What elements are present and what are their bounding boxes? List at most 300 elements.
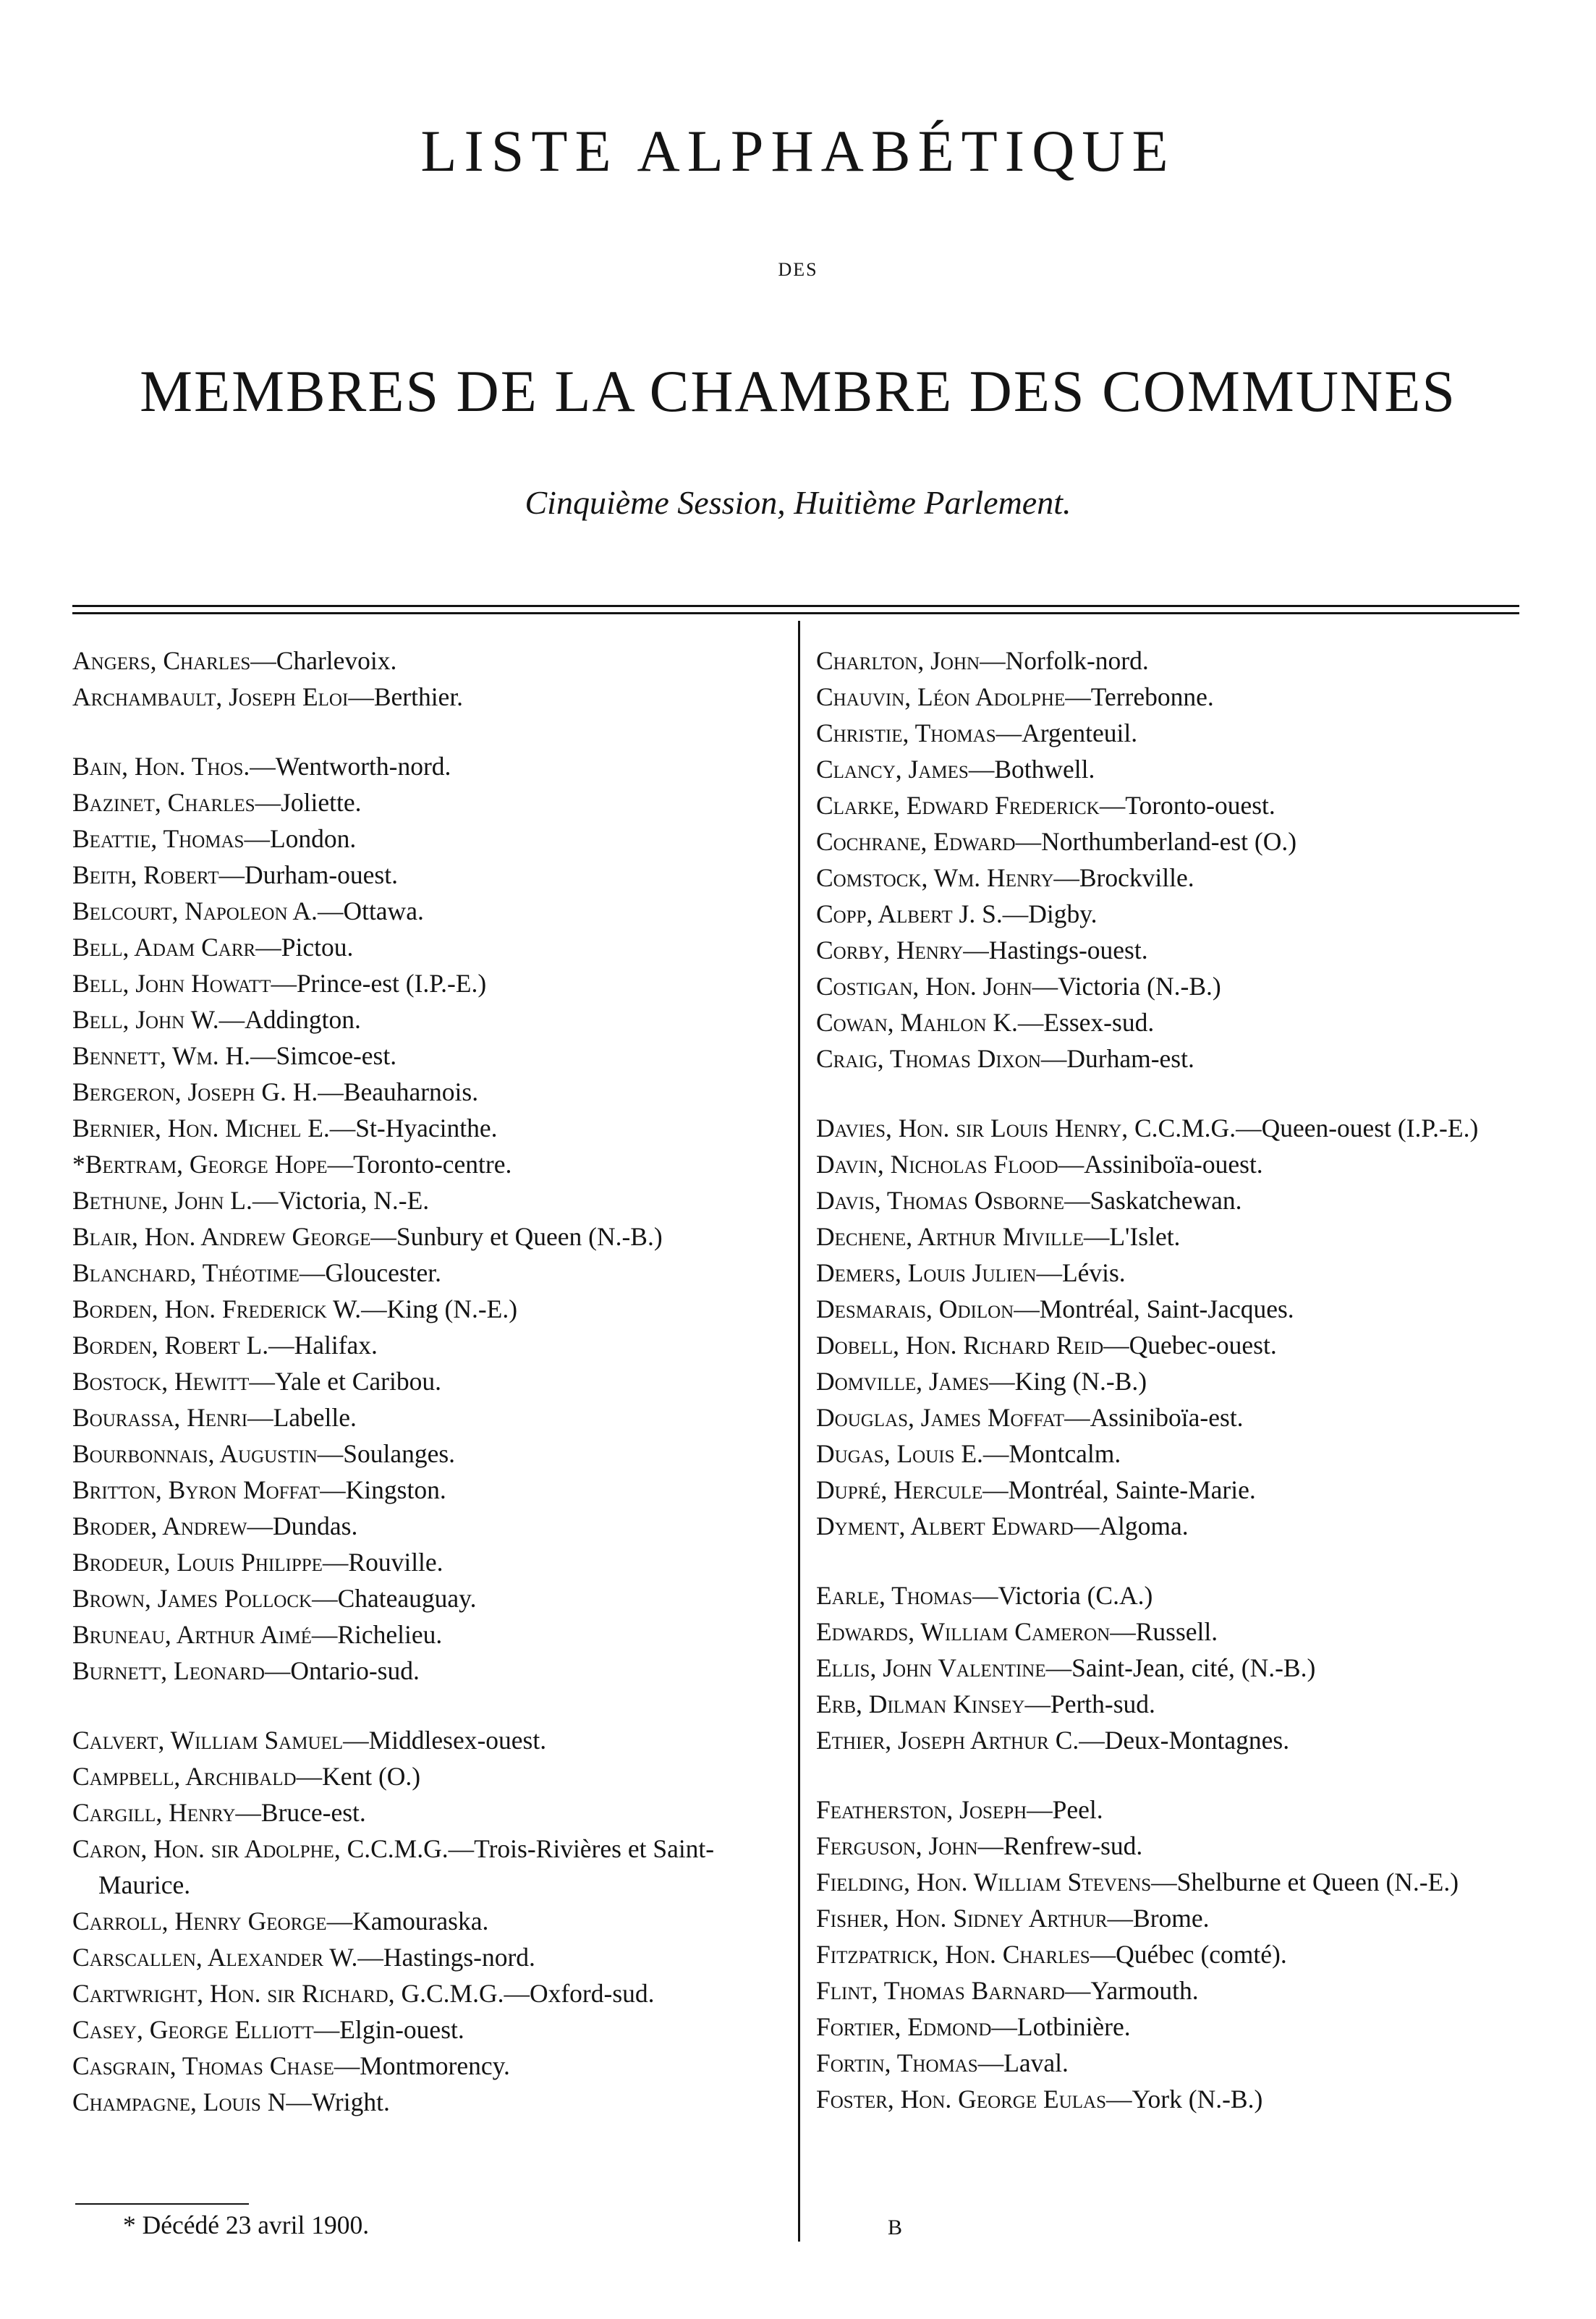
member-name: Dupré, Hercule — [816, 1475, 983, 1504]
member-entry — [816, 1864, 1532, 1900]
letter-group-gap — [816, 1758, 1532, 1792]
member-riding: Montcalm. — [1009, 1439, 1121, 1468]
member-name: Cartwright, Hon. sir Richard, G.C.M.G. — [72, 1979, 504, 2008]
separator-dash: — — [334, 2051, 360, 2080]
member-entry — [816, 1110, 1532, 1146]
member-riding: Victoria (C.A.) — [998, 1581, 1153, 1610]
separator-dash: — — [250, 752, 276, 781]
member-riding: Oxford-sud. — [529, 1979, 655, 2008]
member-riding: Ontario-sud. — [290, 1656, 420, 1685]
separator-dash: — — [1064, 1403, 1090, 1432]
member-name: Featherston, Joseph — [816, 1795, 1027, 1824]
member-riding: Assiniboïa-est. — [1090, 1403, 1244, 1432]
member-entry — [72, 1399, 789, 1436]
member-entry — [816, 2081, 1532, 2117]
member-name: Davies, Hon. sir Louis Henry, C.C.M.G. — [816, 1114, 1236, 1142]
member-name: Comstock, Wm. Henry — [816, 863, 1054, 892]
separator-dash: — — [247, 1512, 273, 1540]
member-riding: Soulanges. — [343, 1439, 456, 1468]
member-entry — [816, 1040, 1532, 1077]
member-entry — [816, 1436, 1532, 1472]
separator-dash: — — [982, 1439, 1009, 1468]
member-name: Champagne, Louis N — [72, 2087, 286, 2116]
member-name: Borden, Hon. Frederick W. — [72, 1294, 362, 1323]
separator-dash: — — [326, 1907, 353, 1936]
separator-dash: — — [1083, 1222, 1110, 1251]
member-entry — [72, 1146, 789, 1182]
member-riding: Toronto-centre. — [353, 1150, 512, 1179]
letter-group-gap — [816, 1077, 1532, 1110]
member-riding: Bruce-est. — [260, 1798, 366, 1827]
separator-dash: — — [317, 1439, 344, 1468]
member-name: Beith, Robert — [72, 860, 219, 889]
member-riding: Yarmouth. — [1090, 1976, 1199, 2005]
member-entry — [816, 896, 1532, 932]
member-riding: Trois-Rivières et Saint-Maurice. — [98, 1834, 715, 1899]
footnote: * Décédé 23 avril 1900. — [123, 2210, 370, 2239]
member-entry — [816, 932, 1532, 968]
letter-group-gap — [72, 715, 789, 748]
separator-dash: — — [1036, 1258, 1062, 1287]
member-entry — [816, 1900, 1532, 1936]
member-name: Bostock, Hewitt — [72, 1367, 250, 1396]
member-riding: Berthier. — [373, 682, 464, 711]
separator-dash: — — [1064, 1186, 1090, 1215]
title-line-2: MEMBRES DE LA CHAMBRE DES COMMUNES — [140, 358, 1456, 424]
member-name: Cargill, Henry — [72, 1798, 236, 1827]
separator-dash: — — [249, 1367, 275, 1396]
member-name: Ferguson, John — [816, 1831, 978, 1860]
member-riding: Bothwell. — [994, 755, 1095, 784]
separator-dash: — — [977, 1831, 1004, 1860]
member-entry — [72, 1544, 789, 1580]
separator-dash: — — [255, 788, 281, 817]
member-name: Demers, Louis Julien — [816, 1258, 1037, 1287]
member-name: Belcourt, Napoleon A. — [72, 896, 318, 925]
separator-dash: — — [268, 1331, 294, 1360]
member-entry — [816, 1577, 1532, 1614]
member-name: Angers, Charles — [72, 646, 251, 675]
member-riding: Kamouraska. — [352, 1907, 489, 1936]
member-name: Erb, Dilman Kinsey — [816, 1690, 1025, 1718]
member-riding: Brockville. — [1079, 863, 1194, 892]
member-riding: Lévis. — [1061, 1258, 1126, 1287]
member-entry — [72, 857, 789, 893]
member-name: Bennett, Wm. H. — [72, 1041, 250, 1070]
member-entry — [816, 1792, 1532, 1828]
member-name: Caron, Hon. sir Adolphe, C.C.M.G. — [72, 1834, 449, 1863]
separator-dash: — — [963, 936, 989, 965]
separator-dash: — — [343, 1726, 369, 1755]
member-entry — [816, 1650, 1532, 1686]
member-name: Fielding, Hon. William Stevens — [816, 1868, 1152, 1896]
separator-dash: — — [255, 933, 281, 962]
member-name: Corby, Henry — [816, 936, 964, 965]
member-name: Casgrain, Thomas Chase — [72, 2051, 334, 2080]
separator-dash: — — [357, 1943, 383, 1972]
member-name: Douglas, James Moffat — [816, 1403, 1065, 1432]
separator-dash: — — [311, 1620, 338, 1649]
separator-dash: — — [320, 1475, 346, 1504]
subtitle: Cinquième Session, Huitième Parlement. — [525, 484, 1071, 521]
member-name: Calvert, William Samuel — [72, 1726, 344, 1755]
member-name: Bourassa, Henri — [72, 1403, 248, 1432]
member-entry — [72, 1218, 789, 1255]
member-name: Davin, Nicholas Flood — [816, 1150, 1058, 1179]
member-entry — [72, 1722, 789, 1758]
separator-dash: — — [299, 1258, 326, 1287]
member-entry — [816, 1828, 1532, 1864]
separator-dash: — — [1099, 791, 1126, 820]
member-name: Campbell, Archibald — [72, 1762, 297, 1791]
member-entry — [816, 1508, 1532, 1544]
separator-dash: — — [218, 1005, 245, 1034]
separator-dash: — — [1107, 1904, 1134, 1933]
member-entry — [72, 1074, 789, 1110]
member-name: Bain, Hon. Thos. — [72, 752, 250, 781]
separator-dash: — — [327, 1150, 354, 1179]
member-name: Burnett, Leonard — [72, 1656, 265, 1685]
footnote-rule — [75, 2203, 249, 2205]
member-entry — [816, 679, 1532, 715]
member-name: Fortin, Thomas — [816, 2048, 978, 2077]
separator-dash: — — [1105, 2085, 1132, 2114]
member-entry — [72, 1616, 789, 1653]
member-entry — [816, 787, 1532, 823]
member-riding: Queen-ouest (I.P.-E.) — [1261, 1114, 1479, 1142]
separator-dash: — — [980, 646, 1006, 675]
separator-dash: — — [296, 1762, 323, 1791]
member-name: Blair, Hon. Andrew George — [72, 1222, 371, 1251]
member-name: Domville, James — [816, 1367, 990, 1396]
member-name: Fisher, Hon. Sidney Arthur — [816, 1904, 1108, 1933]
member-name: Clarke, Edward Frederick — [816, 791, 1100, 820]
member-entry — [72, 1975, 789, 2011]
member-name: Christie, Thomas — [816, 718, 996, 747]
right-column — [816, 643, 1532, 2117]
member-riding: Shelburne et Queen (N.-E.) — [1176, 1868, 1459, 1896]
separator-dash: — — [329, 1114, 356, 1142]
member-name: Blanchard, Théotime — [72, 1258, 300, 1287]
member-entry — [816, 643, 1532, 679]
member-name: Carscallen, Alexander W. — [72, 1943, 358, 1972]
member-name: Charlton, John — [816, 646, 980, 675]
member-name: Bernier, Hon. Michel E. — [72, 1114, 330, 1142]
member-riding: Lotbinière. — [1016, 2012, 1131, 2041]
member-riding: York (N.-B.) — [1132, 2085, 1263, 2114]
member-riding: Yale et Caribou. — [274, 1367, 441, 1396]
column-divider — [798, 621, 800, 2242]
member-riding: Kingston. — [345, 1475, 446, 1504]
member-name: Broder, Andrew — [72, 1512, 247, 1540]
member-name: Costigan, Hon. John — [816, 972, 1032, 1001]
member-riding: Durham-ouest. — [244, 860, 398, 889]
member-riding: Pictou. — [281, 933, 354, 962]
member-entry — [72, 1001, 789, 1038]
member-name: Ethier, Joseph Arthur C. — [816, 1726, 1079, 1755]
separator-dash: — — [1024, 1690, 1050, 1718]
title-des: DES — [778, 259, 818, 280]
member-name: Dyment, Albert Edward — [816, 1512, 1074, 1540]
member-name: Davis, Thomas Osborne — [816, 1186, 1064, 1215]
member-entry — [72, 748, 789, 784]
member-entry — [816, 1399, 1532, 1436]
member-entry — [72, 784, 789, 821]
member-entry — [816, 860, 1532, 896]
separator-dash: — — [252, 1186, 279, 1215]
member-entry — [816, 2045, 1532, 2081]
member-riding: Sunbury et Queen (N.-B.) — [396, 1222, 663, 1251]
member-riding: Kent (O.) — [322, 1762, 421, 1791]
member-riding: Addington. — [245, 1005, 361, 1034]
member-riding: Durham-est. — [1066, 1044, 1194, 1073]
member-riding: King (N.-E.) — [386, 1294, 518, 1323]
member-riding: Digby. — [1028, 899, 1098, 928]
member-riding: Saskatchewan. — [1090, 1186, 1242, 1215]
member-riding: Northumberland-est (O.) — [1041, 827, 1297, 856]
member-entry — [72, 1038, 789, 1074]
member-riding: Russell. — [1135, 1617, 1218, 1646]
member-riding: Halifax. — [294, 1331, 378, 1360]
member-entry — [72, 1580, 789, 1616]
member-name: Chauvin, Léon Adolphe — [816, 682, 1066, 711]
member-name: Dobell, Hon. Richard Reid — [816, 1331, 1104, 1360]
member-name: Cochrane, Edward — [816, 827, 1016, 856]
member-entry — [72, 1903, 789, 1939]
separator-dash: — — [218, 860, 245, 889]
letter-group-gap — [72, 1689, 789, 1722]
member-riding: Victoria (N.-B.) — [1058, 972, 1221, 1001]
member-entry — [72, 643, 789, 679]
member-riding: London. — [269, 824, 357, 853]
member-name: Fortier, Edmond — [816, 2012, 992, 2041]
member-riding: Wentworth-nord. — [275, 752, 451, 781]
separator-dash: — — [247, 1403, 273, 1432]
member-riding: Terrebonne. — [1090, 682, 1214, 711]
member-name: Desmarais, Odilon — [816, 1294, 1014, 1323]
separator-dash: — — [244, 824, 270, 853]
member-entry — [816, 1291, 1532, 1327]
member-riding: Richelieu. — [337, 1620, 443, 1649]
member-riding: L'Islet. — [1109, 1222, 1181, 1251]
separator-dash: — — [348, 682, 374, 711]
member-entry — [816, 1182, 1532, 1218]
separator-dash: — — [972, 1581, 998, 1610]
separator-dash: — — [361, 1294, 387, 1323]
member-riding: Montréal, Sainte-Marie. — [1008, 1475, 1256, 1504]
member-riding: Hastings-nord. — [383, 1943, 535, 1972]
separator-dash: — — [250, 646, 276, 675]
member-riding: Elgin-ouest. — [339, 2015, 464, 2044]
member-entry — [72, 2084, 789, 2120]
member-riding: Renfrew-sud. — [1003, 1831, 1143, 1860]
member-entry — [816, 1146, 1532, 1182]
member-riding: Laval. — [1003, 2048, 1069, 2077]
member-riding: Toronto-ouest. — [1125, 791, 1275, 820]
separator-dash: — — [1045, 1653, 1072, 1682]
member-name: Bethune, John L. — [72, 1186, 252, 1215]
member-riding: Assiniboïa-ouest. — [1084, 1150, 1263, 1179]
member-name: Dugas, Louis E. — [816, 1439, 983, 1468]
separator-dash: — — [982, 1475, 1009, 1504]
separator-dash: — — [1090, 1940, 1116, 1969]
member-entry — [72, 1758, 789, 1794]
member-entry — [816, 1472, 1532, 1508]
separator-dash: — — [989, 1367, 1015, 1396]
member-riding: Joliette. — [281, 788, 362, 817]
separator-dash: — — [286, 2087, 312, 2116]
separator-dash: — — [1040, 1044, 1067, 1073]
member-entry — [72, 1939, 789, 1975]
member-riding: Québec (comté). — [1116, 1940, 1287, 1969]
member-riding: Beauharnois. — [343, 1077, 479, 1106]
separator-dash: — — [1236, 1114, 1262, 1142]
member-entry — [72, 1110, 789, 1146]
member-name: Bell, John Howatt — [72, 969, 271, 998]
member-entry — [72, 1472, 789, 1508]
member-riding: Simcoe-est. — [276, 1041, 397, 1070]
member-entry — [72, 2011, 789, 2048]
separator-dash: — — [504, 1979, 530, 2008]
member-entry — [816, 715, 1532, 751]
member-name: Bell, John W. — [72, 1005, 219, 1034]
member-name: Bell, Adam Carr — [72, 933, 256, 962]
member-riding: Montréal, Saint-Jacques. — [1039, 1294, 1294, 1323]
member-name: Flint, Thomas Barnard — [816, 1976, 1065, 2005]
member-entry — [72, 1327, 789, 1363]
member-riding: Wright. — [311, 2087, 390, 2116]
member-entry — [816, 1255, 1532, 1291]
member-entry — [816, 1004, 1532, 1040]
separator-dash: — — [1014, 1294, 1040, 1323]
member-riding: Labelle. — [273, 1403, 357, 1432]
member-name: Britton, Byron Moffat — [72, 1475, 321, 1504]
member-name: Beattie, Thomas — [72, 824, 245, 853]
separator-dash: — — [235, 1798, 261, 1827]
separator-dash: — — [448, 1834, 475, 1863]
separator-dash: — — [1002, 899, 1029, 928]
member-riding: Dundas. — [273, 1512, 358, 1540]
member-name: Bazinet, Charles — [72, 788, 255, 817]
member-entry — [72, 1436, 789, 1472]
separator-dash: — — [264, 1656, 291, 1685]
separator-dash: — — [1058, 1150, 1084, 1179]
member-entry — [72, 1653, 789, 1689]
member-entry — [816, 968, 1532, 1004]
member-name: Carroll, Henry George — [72, 1907, 327, 1936]
member-name: Bourbonnais, Augustin — [72, 1439, 318, 1468]
member-entry — [816, 1936, 1532, 1972]
member-riding: Brome. — [1133, 1904, 1210, 1933]
separator-dash: — — [1064, 1976, 1091, 2005]
member-name: Clancy, James — [816, 755, 969, 784]
member-entry — [816, 1686, 1532, 1722]
separator-dash: — — [968, 755, 995, 784]
member-riding: Rouville. — [348, 1548, 443, 1577]
member-riding: Prince-est (I.P.-E.) — [296, 969, 487, 998]
member-name: Ellis, John Valentine — [816, 1653, 1046, 1682]
member-name: Edwards, William Cameron — [816, 1617, 1111, 1646]
member-riding: Norfolk-nord. — [1005, 646, 1149, 675]
separator-dash: — — [1015, 827, 1042, 856]
separator-dash: — — [370, 1222, 396, 1251]
member-riding: Quebec-ouest. — [1129, 1331, 1277, 1360]
member-entry — [816, 1722, 1532, 1758]
separator-dash: — — [1027, 1795, 1053, 1824]
member-entry — [816, 823, 1532, 860]
member-entry — [72, 1255, 789, 1291]
member-entry — [72, 1182, 789, 1218]
member-name: Brown, James Pollock — [72, 1584, 313, 1613]
member-riding: St-Hyacinthe. — [355, 1114, 498, 1142]
member-riding: Victoria, N.-E. — [278, 1186, 430, 1215]
member-riding: Ottawa. — [343, 896, 424, 925]
member-entry — [72, 929, 789, 965]
top-rule-1 — [72, 605, 1519, 607]
member-riding: Charlevoix. — [276, 646, 397, 675]
separator-dash: — — [312, 1584, 338, 1613]
member-entry — [816, 1363, 1532, 1399]
separator-dash: — — [1073, 1512, 1100, 1540]
left-column — [72, 643, 789, 2120]
separator-dash: — — [991, 2012, 1017, 2041]
member-name: Casey, George Elliott — [72, 2015, 314, 2044]
separator-dash: — — [271, 969, 297, 998]
member-entry — [816, 1327, 1532, 1363]
member-name: Cowan, Mahlon K. — [816, 1008, 1018, 1037]
separator-dash: — — [1110, 1617, 1136, 1646]
member-riding: Deux-Montagnes. — [1104, 1726, 1290, 1755]
separator-dash: — — [250, 1041, 276, 1070]
member-name: Earle, Thomas — [816, 1581, 973, 1610]
top-rule-2 — [72, 612, 1519, 614]
member-entry — [72, 1831, 789, 1903]
member-entry — [816, 751, 1532, 787]
member-name: Brodeur, Louis Philippe — [72, 1548, 323, 1577]
member-name: Craig, Thomas Dixon — [816, 1044, 1041, 1073]
member-entry — [72, 679, 789, 715]
separator-dash: — — [977, 2048, 1004, 2077]
member-riding: Montmorency. — [360, 2051, 510, 2080]
member-entry — [816, 1218, 1532, 1255]
member-name: Copp, Albert J. S. — [816, 899, 1003, 928]
member-name: Bergeron, Joseph G. H. — [72, 1077, 318, 1106]
separator-dash: — — [1032, 972, 1058, 1001]
member-riding: Perth-sud. — [1050, 1690, 1155, 1718]
member-name: Archambault, Joseph Eloi — [72, 682, 349, 711]
member-entry — [816, 1614, 1532, 1650]
member-entry — [72, 1363, 789, 1399]
title-line-1: LISTE ALPHABÉTIQUE — [420, 118, 1176, 184]
member-name: Borden, Robert L. — [72, 1331, 269, 1360]
member-riding: Gloucester. — [325, 1258, 442, 1287]
member-riding: Algoma. — [1099, 1512, 1189, 1540]
separator-dash: — — [317, 896, 344, 925]
separator-dash: — — [996, 718, 1022, 747]
separator-dash: — — [318, 1077, 344, 1106]
member-riding: Middlesex-ouest. — [368, 1726, 547, 1755]
separator-dash: — — [1053, 863, 1079, 892]
member-entry — [816, 1972, 1532, 2009]
separator-dash: — — [1103, 1331, 1129, 1360]
separator-dash: — — [1151, 1868, 1177, 1896]
separator-dash: — — [1065, 682, 1091, 711]
member-riding: Saint-Jean, cité, (N.-B.) — [1071, 1653, 1316, 1682]
member-entry — [72, 821, 789, 857]
member-entry — [72, 2048, 789, 2084]
member-entry — [72, 893, 789, 929]
member-name: Fitzpatrick, Hon. Charles — [816, 1940, 1090, 1969]
